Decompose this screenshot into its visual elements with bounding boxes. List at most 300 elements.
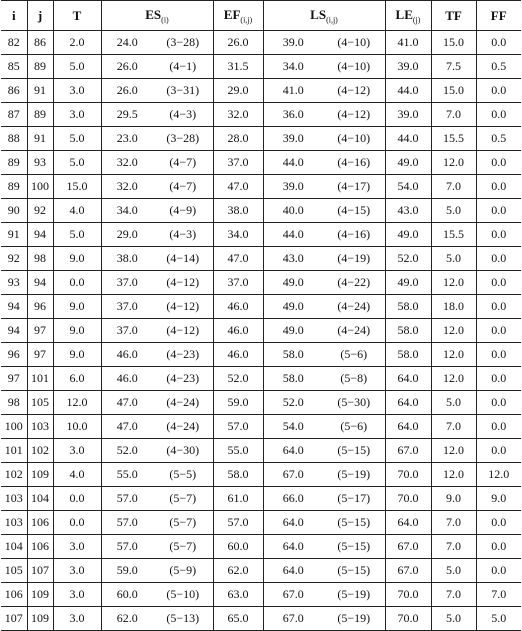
- cell-es: 32.0: [101, 151, 153, 175]
- cell-ff: 0.0: [476, 535, 521, 559]
- table-row: [1, 175, 521, 199]
- cell-es-ref: (3−31): [153, 79, 213, 103]
- cell-i: 92: [1, 247, 27, 271]
- cell-le: 43.0: [385, 199, 431, 223]
- cell-ls: 49.0: [263, 319, 323, 343]
- cell-i: 88: [1, 127, 27, 151]
- cell-ls-ref: (4−19): [323, 247, 385, 271]
- cell-es: 59.0: [101, 559, 153, 583]
- cell-es: 37.0: [101, 295, 153, 319]
- cell-i: 103: [1, 487, 27, 511]
- cell-ff: 0.5: [476, 55, 521, 79]
- cell-es-ref: (5−7): [153, 535, 213, 559]
- table-row: [1, 391, 521, 415]
- cell-ls: 44.0: [263, 151, 323, 175]
- cell-ff: 0.0: [476, 199, 521, 223]
- cell-ls: 34.0: [263, 55, 323, 79]
- cell-ls: 67.0: [263, 607, 323, 631]
- cell-j: 106: [27, 511, 53, 535]
- cell-ef: 26.0: [213, 31, 263, 55]
- cell-i: 82: [1, 31, 27, 55]
- cell-es: 23.0: [101, 127, 153, 151]
- cell-le: 70.0: [385, 607, 431, 631]
- cell-ls: 44.0: [263, 223, 323, 247]
- cell-ef: 62.0: [213, 559, 263, 583]
- cell-t: 9.0: [53, 319, 101, 343]
- cell-ls: 52.0: [263, 391, 323, 415]
- table-row: [1, 439, 521, 463]
- cell-j: 102: [27, 439, 53, 463]
- table-row: [1, 583, 521, 607]
- cell-ff: 0.0: [476, 439, 521, 463]
- cell-ff: 0.0: [476, 391, 521, 415]
- table-row: [1, 487, 521, 511]
- cell-tf: 12.0: [431, 271, 476, 295]
- cell-es-ref: (4−24): [153, 415, 213, 439]
- cell-tf: 15.0: [431, 31, 476, 55]
- cell-ls: 36.0: [263, 103, 323, 127]
- cell-t: 5.0: [53, 127, 101, 151]
- cell-es-ref: (4−7): [153, 175, 213, 199]
- table-row: [1, 463, 521, 487]
- cell-ff: 0.0: [476, 295, 521, 319]
- cell-t: 3.0: [53, 103, 101, 127]
- cell-t: 9.0: [53, 247, 101, 271]
- cell-ls-ref: (5−15): [323, 559, 385, 583]
- cell-ef: 57.0: [213, 415, 263, 439]
- cell-ff: 0.0: [476, 247, 521, 271]
- cell-ls-ref: (5−19): [323, 463, 385, 487]
- cell-es: 62.0: [101, 607, 153, 631]
- cell-j: 101: [27, 367, 53, 391]
- cell-ls-ref: (4−24): [323, 295, 385, 319]
- cell-i: 104: [1, 535, 27, 559]
- cell-ef: 52.0: [213, 367, 263, 391]
- cell-ff: 0.0: [476, 511, 521, 535]
- cell-j: 91: [27, 127, 53, 151]
- table-row: [1, 415, 521, 439]
- cell-es-ref: (5−7): [153, 511, 213, 535]
- cell-es: 55.0: [101, 463, 153, 487]
- cell-ff: 0.0: [476, 559, 521, 583]
- cell-ef: 60.0: [213, 535, 263, 559]
- cell-ls-ref: (4−16): [323, 223, 385, 247]
- cell-tf: 5.0: [431, 391, 476, 415]
- cell-j: 86: [27, 31, 53, 55]
- cell-es-ref: (4−30): [153, 439, 213, 463]
- cell-es: 29.0: [101, 223, 153, 247]
- cell-i: 94: [1, 295, 27, 319]
- cell-ls: 39.0: [263, 127, 323, 151]
- cell-es-ref: (4−14): [153, 247, 213, 271]
- cell-ef: 47.0: [213, 247, 263, 271]
- cell-tf: 7.0: [431, 583, 476, 607]
- cell-le: 67.0: [385, 439, 431, 463]
- table-row: [1, 223, 521, 247]
- cell-i: 96: [1, 343, 27, 367]
- cell-le: 49.0: [385, 151, 431, 175]
- cell-le: 52.0: [385, 247, 431, 271]
- cell-es-ref: (4−12): [153, 271, 213, 295]
- cell-es: 24.0: [101, 31, 153, 55]
- cell-ls-ref: (4−10): [323, 127, 385, 151]
- table-row: [1, 535, 521, 559]
- cell-ff: 0.0: [476, 151, 521, 175]
- cell-tf: 15.5: [431, 127, 476, 151]
- cell-le: 49.0: [385, 271, 431, 295]
- cell-i: 94: [1, 319, 27, 343]
- cell-ff: 0.0: [476, 103, 521, 127]
- cell-es-ref: (4−9): [153, 199, 213, 223]
- header-t: T: [53, 1, 101, 31]
- cell-t: 10.0: [53, 415, 101, 439]
- cell-ls: 39.0: [263, 31, 323, 55]
- cell-ff: 9.0: [476, 487, 521, 511]
- cell-ef: 55.0: [213, 439, 263, 463]
- cell-ls-ref: (5−6): [323, 415, 385, 439]
- cell-es-ref: (4−23): [153, 343, 213, 367]
- cell-es-ref: (4−12): [153, 319, 213, 343]
- cell-i: 102: [1, 463, 27, 487]
- cell-es-ref: (5−10): [153, 583, 213, 607]
- cell-tf: 7.0: [431, 103, 476, 127]
- cell-ls-ref: (5−15): [323, 511, 385, 535]
- cell-ls-ref: (4−16): [323, 151, 385, 175]
- table-row: [1, 559, 521, 583]
- cell-i: 86: [1, 79, 27, 103]
- cell-es: 46.0: [101, 343, 153, 367]
- cell-t: 4.0: [53, 199, 101, 223]
- cell-ef: 47.0: [213, 175, 263, 199]
- cell-j: 96: [27, 295, 53, 319]
- cell-es-ref: (4−1): [153, 55, 213, 79]
- cell-le: 64.0: [385, 391, 431, 415]
- cell-es: 34.0: [101, 199, 153, 223]
- cell-es: 26.0: [101, 79, 153, 103]
- cell-ls: 41.0: [263, 79, 323, 103]
- schedule-table-page: [1, 0, 521, 625]
- cell-es-ref: (4−23): [153, 367, 213, 391]
- cell-ef: 57.0: [213, 511, 263, 535]
- cell-i: 106: [1, 583, 27, 607]
- cell-ff: 7.0: [476, 583, 521, 607]
- header-i: i: [1, 1, 27, 31]
- cell-i: 89: [1, 175, 27, 199]
- cell-ef: 65.0: [213, 607, 263, 631]
- cell-ef: 46.0: [213, 343, 263, 367]
- cell-es-ref: (3−28): [153, 127, 213, 151]
- cell-t: 3.0: [53, 607, 101, 631]
- cell-tf: 9.0: [431, 487, 476, 511]
- cell-j: 103: [27, 415, 53, 439]
- cell-t: 5.0: [53, 151, 101, 175]
- cell-ls: 64.0: [263, 439, 323, 463]
- cell-ef: 59.0: [213, 391, 263, 415]
- table-row: [1, 199, 521, 223]
- cell-t: 0.0: [53, 271, 101, 295]
- cell-tf: 15.5: [431, 223, 476, 247]
- cell-le: 49.0: [385, 223, 431, 247]
- cell-le: 64.0: [385, 511, 431, 535]
- cell-t: 4.0: [53, 463, 101, 487]
- cell-le: 67.0: [385, 535, 431, 559]
- cell-ff: 0.0: [476, 415, 521, 439]
- cell-es-ref: (4−3): [153, 223, 213, 247]
- cell-tf: 7.0: [431, 511, 476, 535]
- cell-le: 54.0: [385, 175, 431, 199]
- cell-t: 9.0: [53, 343, 101, 367]
- cell-i: 87: [1, 103, 27, 127]
- cell-ls-ref: (5−8): [323, 367, 385, 391]
- cell-ef: 31.5: [213, 55, 263, 79]
- cell-es: 57.0: [101, 535, 153, 559]
- cell-i: 105: [1, 559, 27, 583]
- cell-tf: 5.0: [431, 607, 476, 631]
- cell-le: 64.0: [385, 415, 431, 439]
- cell-tf: 5.0: [431, 247, 476, 271]
- cell-ls-ref: (5−30): [323, 391, 385, 415]
- cell-ef: 34.0: [213, 223, 263, 247]
- cell-ff: 0.0: [476, 271, 521, 295]
- cell-es-ref: (5−9): [153, 559, 213, 583]
- cell-t: 2.0: [53, 31, 101, 55]
- cell-le: 58.0: [385, 319, 431, 343]
- cell-ls: 49.0: [263, 271, 323, 295]
- cell-es-ref: (3−28): [153, 31, 213, 55]
- cell-t: 5.0: [53, 55, 101, 79]
- cell-i: 103: [1, 511, 27, 535]
- cell-ef: 37.0: [213, 271, 263, 295]
- cell-ef: 29.0: [213, 79, 263, 103]
- cell-es: 46.0: [101, 367, 153, 391]
- cell-j: 91: [27, 79, 53, 103]
- cell-es-ref: (5−5): [153, 463, 213, 487]
- header-tf: TF: [431, 1, 476, 31]
- cell-es-ref: (5−13): [153, 607, 213, 631]
- cell-es: 47.0: [101, 391, 153, 415]
- cell-ls: 64.0: [263, 535, 323, 559]
- cell-tf: 12.0: [431, 343, 476, 367]
- header-ff: FF: [476, 1, 521, 31]
- table-row: [1, 607, 521, 631]
- cell-ff: 0.0: [476, 343, 521, 367]
- cell-tf: 12.0: [431, 439, 476, 463]
- cell-ff: 5.0: [476, 607, 521, 631]
- cell-es-ref: (4−3): [153, 103, 213, 127]
- table-row: [1, 55, 521, 79]
- cell-i: 98: [1, 391, 27, 415]
- cell-ls-ref: (4−17): [323, 175, 385, 199]
- cell-ff: 0.0: [476, 367, 521, 391]
- cell-le: 67.0: [385, 559, 431, 583]
- cell-tf: 7.0: [431, 175, 476, 199]
- cell-ff: 0.0: [476, 223, 521, 247]
- table-row: [1, 127, 521, 151]
- cell-tf: 12.0: [431, 319, 476, 343]
- cell-ls: 54.0: [263, 415, 323, 439]
- network-schedule-table: [1, 0, 521, 631]
- cell-ef: 58.0: [213, 463, 263, 487]
- header-row: [1, 1, 521, 31]
- cell-es: 29.5: [101, 103, 153, 127]
- cell-j: 104: [27, 487, 53, 511]
- cell-le: 41.0: [385, 31, 431, 55]
- cell-i: 101: [1, 439, 27, 463]
- cell-ef: 28.0: [213, 127, 263, 151]
- cell-j: 109: [27, 583, 53, 607]
- cell-tf: 15.0: [431, 79, 476, 103]
- cell-le: 58.0: [385, 295, 431, 319]
- cell-ls: 39.0: [263, 175, 323, 199]
- cell-es: 60.0: [101, 583, 153, 607]
- cell-ef: 46.0: [213, 295, 263, 319]
- cell-t: 5.0: [53, 223, 101, 247]
- cell-es-ref: (4−12): [153, 295, 213, 319]
- cell-ls: 40.0: [263, 199, 323, 223]
- cell-tf: 5.0: [431, 559, 476, 583]
- table-body: [1, 31, 521, 631]
- table-row: [1, 511, 521, 535]
- cell-ef: 32.0: [213, 103, 263, 127]
- cell-ls: 64.0: [263, 511, 323, 535]
- cell-ff: 0.5: [476, 127, 521, 151]
- cell-ef: 38.0: [213, 199, 263, 223]
- cell-es-ref: (4−24): [153, 391, 213, 415]
- cell-ef: 61.0: [213, 487, 263, 511]
- cell-i: 85: [1, 55, 27, 79]
- cell-j: 94: [27, 223, 53, 247]
- cell-le: 44.0: [385, 127, 431, 151]
- cell-tf: 12.0: [431, 463, 476, 487]
- cell-j: 97: [27, 343, 53, 367]
- cell-j: 100: [27, 175, 53, 199]
- cell-ff: 0.0: [476, 319, 521, 343]
- cell-ef: 46.0: [213, 319, 263, 343]
- cell-le: 70.0: [385, 463, 431, 487]
- cell-ls: 64.0: [263, 559, 323, 583]
- cell-t: 3.0: [53, 439, 101, 463]
- cell-t: 15.0: [53, 175, 101, 199]
- cell-tf: 7.0: [431, 415, 476, 439]
- cell-ls-ref: (4−24): [323, 319, 385, 343]
- table-row: [1, 79, 521, 103]
- cell-ff: 0.0: [476, 175, 521, 199]
- cell-tf: 12.0: [431, 151, 476, 175]
- header-j: j: [27, 1, 53, 31]
- header-es: $ES_{(i)}$: [101, 1, 213, 31]
- cell-le: 39.0: [385, 103, 431, 127]
- cell-ls: 49.0: [263, 295, 323, 319]
- cell-ef: 37.0: [213, 151, 263, 175]
- cell-j: 109: [27, 463, 53, 487]
- cell-le: 58.0: [385, 343, 431, 367]
- table-row: [1, 151, 521, 175]
- cell-ls-ref: (4−15): [323, 199, 385, 223]
- cell-ff: 12.0: [476, 463, 521, 487]
- cell-ef: 63.0: [213, 583, 263, 607]
- cell-es-ref: (5−7): [153, 487, 213, 511]
- table-row: [1, 367, 521, 391]
- cell-ls: 67.0: [263, 583, 323, 607]
- header-ef: $EF_{(i,j)}$: [213, 1, 263, 31]
- cell-es: 37.0: [101, 319, 153, 343]
- cell-j: 89: [27, 55, 53, 79]
- cell-ff: 0.0: [476, 31, 521, 55]
- cell-i: 107: [1, 607, 27, 631]
- cell-ls: 58.0: [263, 367, 323, 391]
- cell-j: 107: [27, 559, 53, 583]
- cell-i: 91: [1, 223, 27, 247]
- cell-tf: 18.0: [431, 295, 476, 319]
- cell-i: 97: [1, 367, 27, 391]
- cell-le: 64.0: [385, 367, 431, 391]
- cell-ls: 43.0: [263, 247, 323, 271]
- cell-ls-ref: (4−12): [323, 79, 385, 103]
- cell-es: 26.0: [101, 55, 153, 79]
- cell-ls-ref: (5−15): [323, 535, 385, 559]
- table-row: [1, 343, 521, 367]
- cell-ls: 58.0: [263, 343, 323, 367]
- cell-t: 3.0: [53, 535, 101, 559]
- table-row: [1, 31, 521, 55]
- cell-t: 6.0: [53, 367, 101, 391]
- cell-t: 3.0: [53, 583, 101, 607]
- cell-ls-ref: (4−10): [323, 31, 385, 55]
- cell-tf: 12.0: [431, 367, 476, 391]
- cell-i: 89: [1, 151, 27, 175]
- cell-j: 98: [27, 247, 53, 271]
- cell-ls-ref: (5−17): [323, 487, 385, 511]
- cell-ls: 66.0: [263, 487, 323, 511]
- cell-tf: 7.0: [431, 535, 476, 559]
- cell-ls: 67.0: [263, 463, 323, 487]
- cell-ls-ref: (5−19): [323, 583, 385, 607]
- table-row: [1, 295, 521, 319]
- cell-j: 89: [27, 103, 53, 127]
- table-row: [1, 319, 521, 343]
- cell-t: 0.0: [53, 487, 101, 511]
- cell-ls-ref: (4−10): [323, 55, 385, 79]
- cell-t: 3.0: [53, 79, 101, 103]
- cell-es: 47.0: [101, 415, 153, 439]
- cell-es: 57.0: [101, 487, 153, 511]
- cell-ls-ref: (4−22): [323, 271, 385, 295]
- cell-es: 57.0: [101, 511, 153, 535]
- cell-i: 100: [1, 415, 27, 439]
- cell-le: 70.0: [385, 583, 431, 607]
- table-row: [1, 103, 521, 127]
- cell-j: 94: [27, 271, 53, 295]
- cell-j: 92: [27, 199, 53, 223]
- cell-i: 93: [1, 271, 27, 295]
- cell-es: 32.0: [101, 175, 153, 199]
- table-row: [1, 271, 521, 295]
- cell-t: 3.0: [53, 559, 101, 583]
- cell-ff: 0.0: [476, 79, 521, 103]
- cell-j: 93: [27, 151, 53, 175]
- cell-t: 9.0: [53, 295, 101, 319]
- cell-le: 44.0: [385, 79, 431, 103]
- cell-ls-ref: (5−6): [323, 343, 385, 367]
- cell-j: 106: [27, 535, 53, 559]
- cell-t: 0.0: [53, 511, 101, 535]
- cell-es: 52.0: [101, 439, 153, 463]
- table-row: [1, 247, 521, 271]
- cell-ls-ref: (5−15): [323, 439, 385, 463]
- cell-tf: 5.0: [431, 199, 476, 223]
- cell-t: 12.0: [53, 391, 101, 415]
- cell-le: 39.0: [385, 55, 431, 79]
